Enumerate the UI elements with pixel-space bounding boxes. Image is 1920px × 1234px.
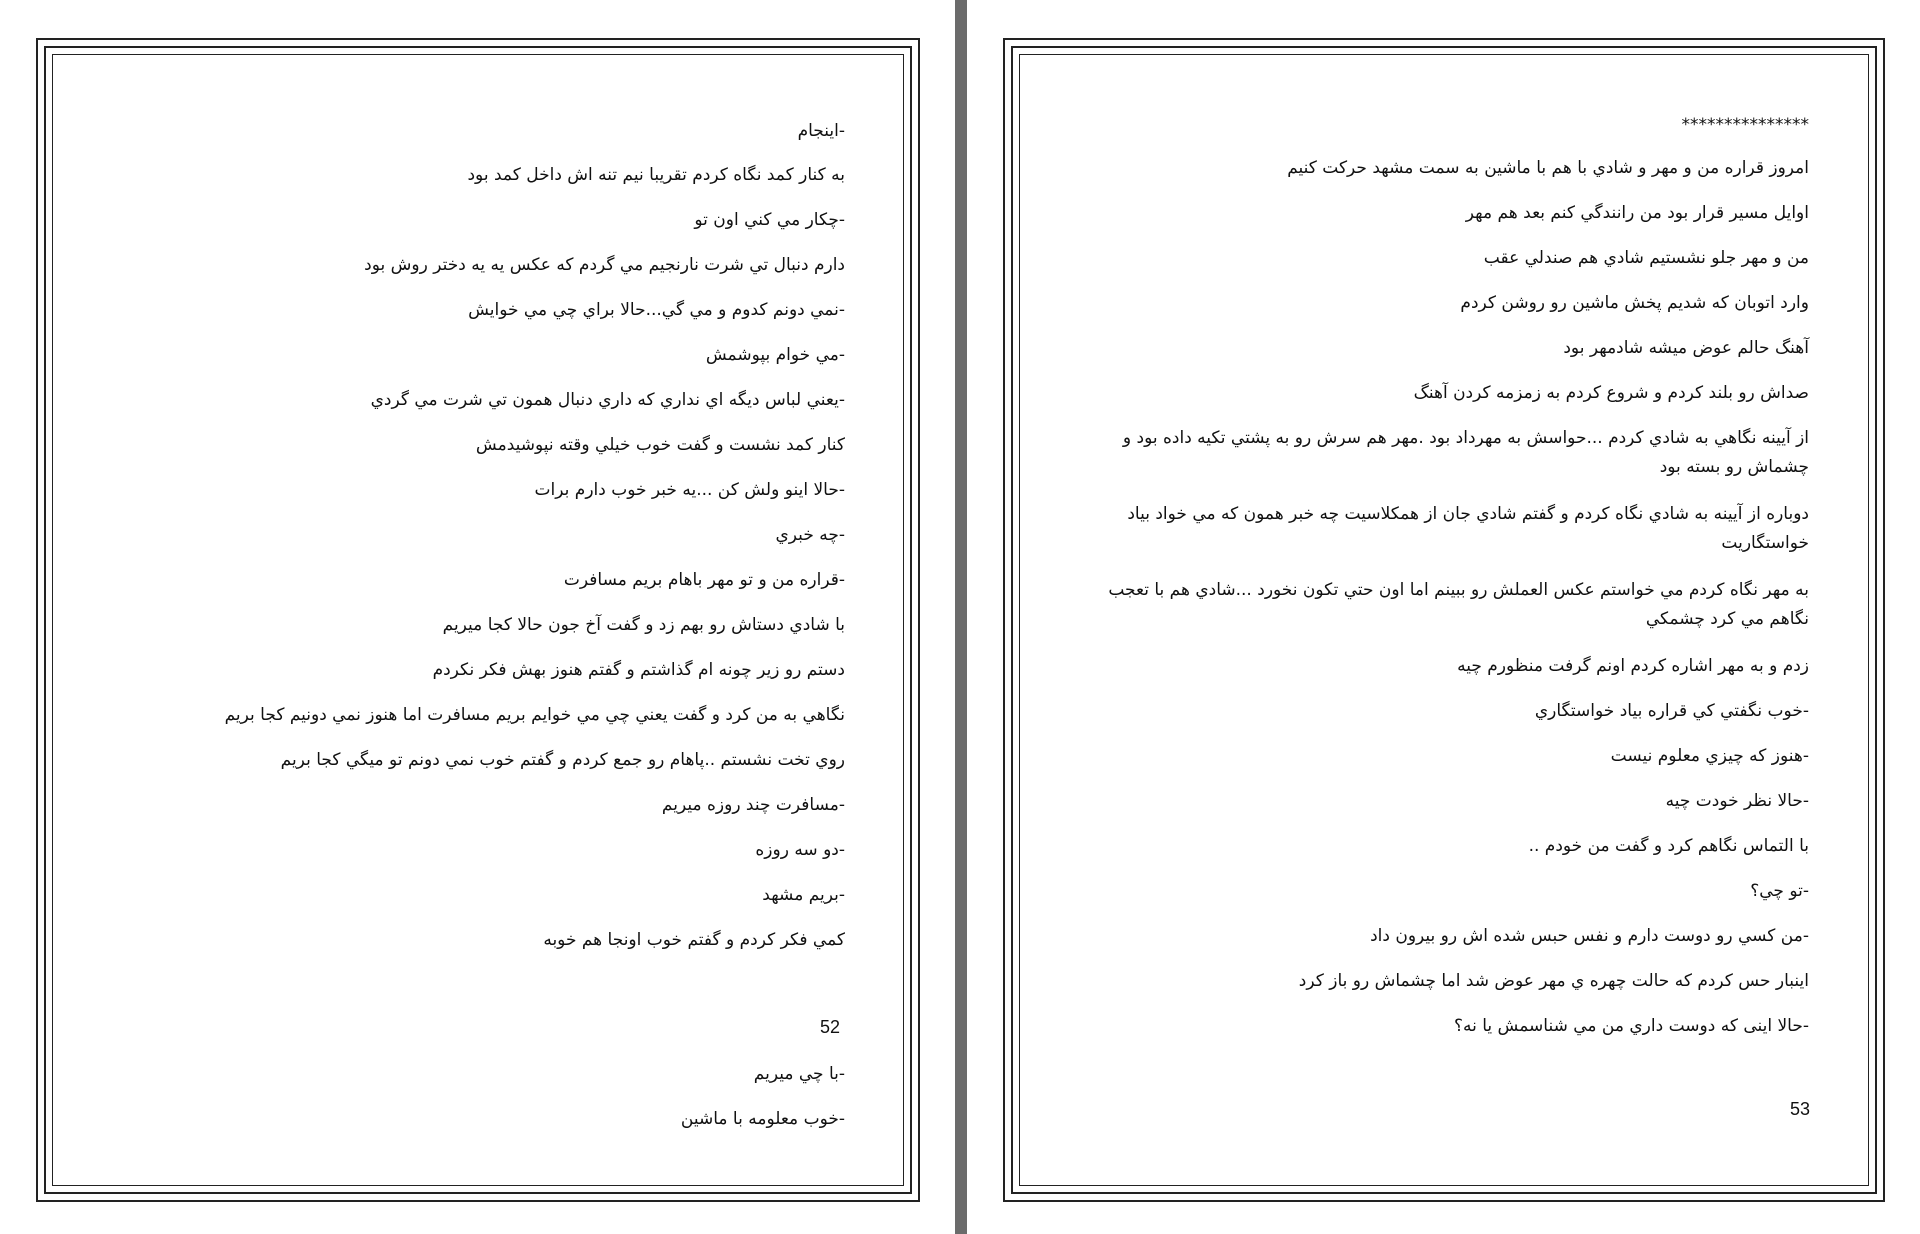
text-line: كمي فكر كردم و گفتم خوب اونجا هم خوبه xyxy=(543,930,845,950)
text-line: من و مهر جلو نشستيم شادي هم صندلي عقب xyxy=(1483,248,1809,268)
text-line: كنار كمد نشست و گفت خوب خيلي وقته نپوشيدمش xyxy=(475,435,845,455)
text-line: -مسافرت چند روزه ميريم xyxy=(661,795,845,815)
text-line: دستم رو زير چونه ام گذاشتم و گفتم هنوز بهش فكر نكردم xyxy=(432,660,845,680)
text-line: -چه خبري xyxy=(775,525,845,545)
page-number: 52 xyxy=(820,1017,841,1037)
text-line: -اينجام xyxy=(797,121,845,141)
text-line: زدم و به مهر اشاره كردم اونم گرفت منظورم چيه xyxy=(1457,656,1809,676)
text-line: به مهر نگاه كردم مي خواستم عكس العملش رو ببينم اما اون حتي تكون نخورد ...شادي هم با تعجب نگاهم مي كرد چشمكي xyxy=(1108,580,1809,629)
text-line: روي تخت نشستم ..پاهام رو جمع كردم و گفتم خوب نمي دونم تو ميگي كجا بريم xyxy=(280,750,845,770)
text-line: با التماس نگاهم كرد و گفت من خودم .. xyxy=(1528,836,1809,856)
text-line: امروز قراره من و مهر و شادي با هم با ماشين به سمت مشهد حركت كنيم xyxy=(1287,158,1809,178)
text-line: اوايل مسير قرار بود من رانندگي كنم بعد هم مهر xyxy=(1465,203,1809,223)
text-line: به كنار كمد نگاه كردم تقريبا نيم تنه اش داخل كمد بود xyxy=(467,165,845,185)
text-line: وارد اتوبان كه شديم پخش ماشين رو روشن كردم xyxy=(1460,293,1809,313)
text-line: -با چي ميريم xyxy=(753,1064,845,1084)
text-line: نگاهي به من كرد و گفت يعني چي مي خوايم بريم مسافرت اما هنوز نمي دونيم كجا بريم xyxy=(224,705,845,725)
text-line: -من كسي رو دوست دارم و نفس حبس شده اش رو بيرون داد xyxy=(1370,926,1809,946)
text-line: -نمي دونم كدوم و مي گي...حالا براي چي مي خوايش xyxy=(468,300,845,320)
text-line: آهنگ حالم عوض ميشه شادمهر بود xyxy=(1563,338,1809,358)
text-line: -هنوز كه چيزي معلوم نيست xyxy=(1610,746,1809,766)
text-line: با شادي دستاش رو بهم زد و گفت آخ جون حالا كجا ميريم xyxy=(442,615,845,635)
text-line: -حالا اينو ولش كن ...يه خبر خوب دارم برات xyxy=(534,480,845,500)
text-line: -يعني لباس ديگه اي نداري كه داري دنبال همون تي شرت مي گردي xyxy=(370,390,845,410)
text-line: -تو چي؟ xyxy=(1750,881,1809,901)
text-line: -خوب نگفتي كي قراره بياد خواستگاري xyxy=(1534,701,1809,721)
text-line: -چكار مي كني اون تو xyxy=(694,210,845,230)
page-number: 53 xyxy=(1790,1099,1811,1119)
text-line: دارم دنبال تي شرت نارنجيم مي گردم كه عكس يه يه دختر روش بود xyxy=(364,255,845,275)
text-line: *************** xyxy=(1681,115,1809,135)
document-page-right xyxy=(1003,38,1885,1202)
text-line: -حالا نظر خودت چيه xyxy=(1665,791,1809,811)
text-line: اينبار حس كردم كه حالت چهره ي مهر عوض شد اما چشماش رو باز كرد xyxy=(1298,971,1809,991)
text-line: از آيينه نگاهي به شادي كردم ...حواسش به مهرداد بود .مهر هم سرش رو به پشتي تكيه داده بود و چشماش رو بسته بود xyxy=(1122,428,1809,477)
text-line: -مي خوام بپوشمش xyxy=(705,345,845,365)
text-line: دوباره از آيينه به شادي نگاه كردم و گفتم شادي جان از همكلاسيت چه خبر همون كه مي خواد بياد خواستگاريت xyxy=(1127,504,1809,553)
text-line: -بريم مشهد xyxy=(762,885,845,905)
text-line: -حالا اينى كه دوست داري من مي شناسمش يا نه؟ xyxy=(1453,1016,1809,1036)
text-line: صداش رو بلند كردم و شروع كردم به زمزمه كردن آهنگ xyxy=(1413,383,1809,403)
text-line: -دو سه روزه xyxy=(755,840,845,860)
page-divider xyxy=(955,0,967,1234)
text-line: -خوب معلومه با ماشين xyxy=(680,1109,845,1129)
document-page-left xyxy=(36,38,920,1202)
text-line: -قراره من و تو مهر باهام بريم مسافرت xyxy=(563,570,845,590)
